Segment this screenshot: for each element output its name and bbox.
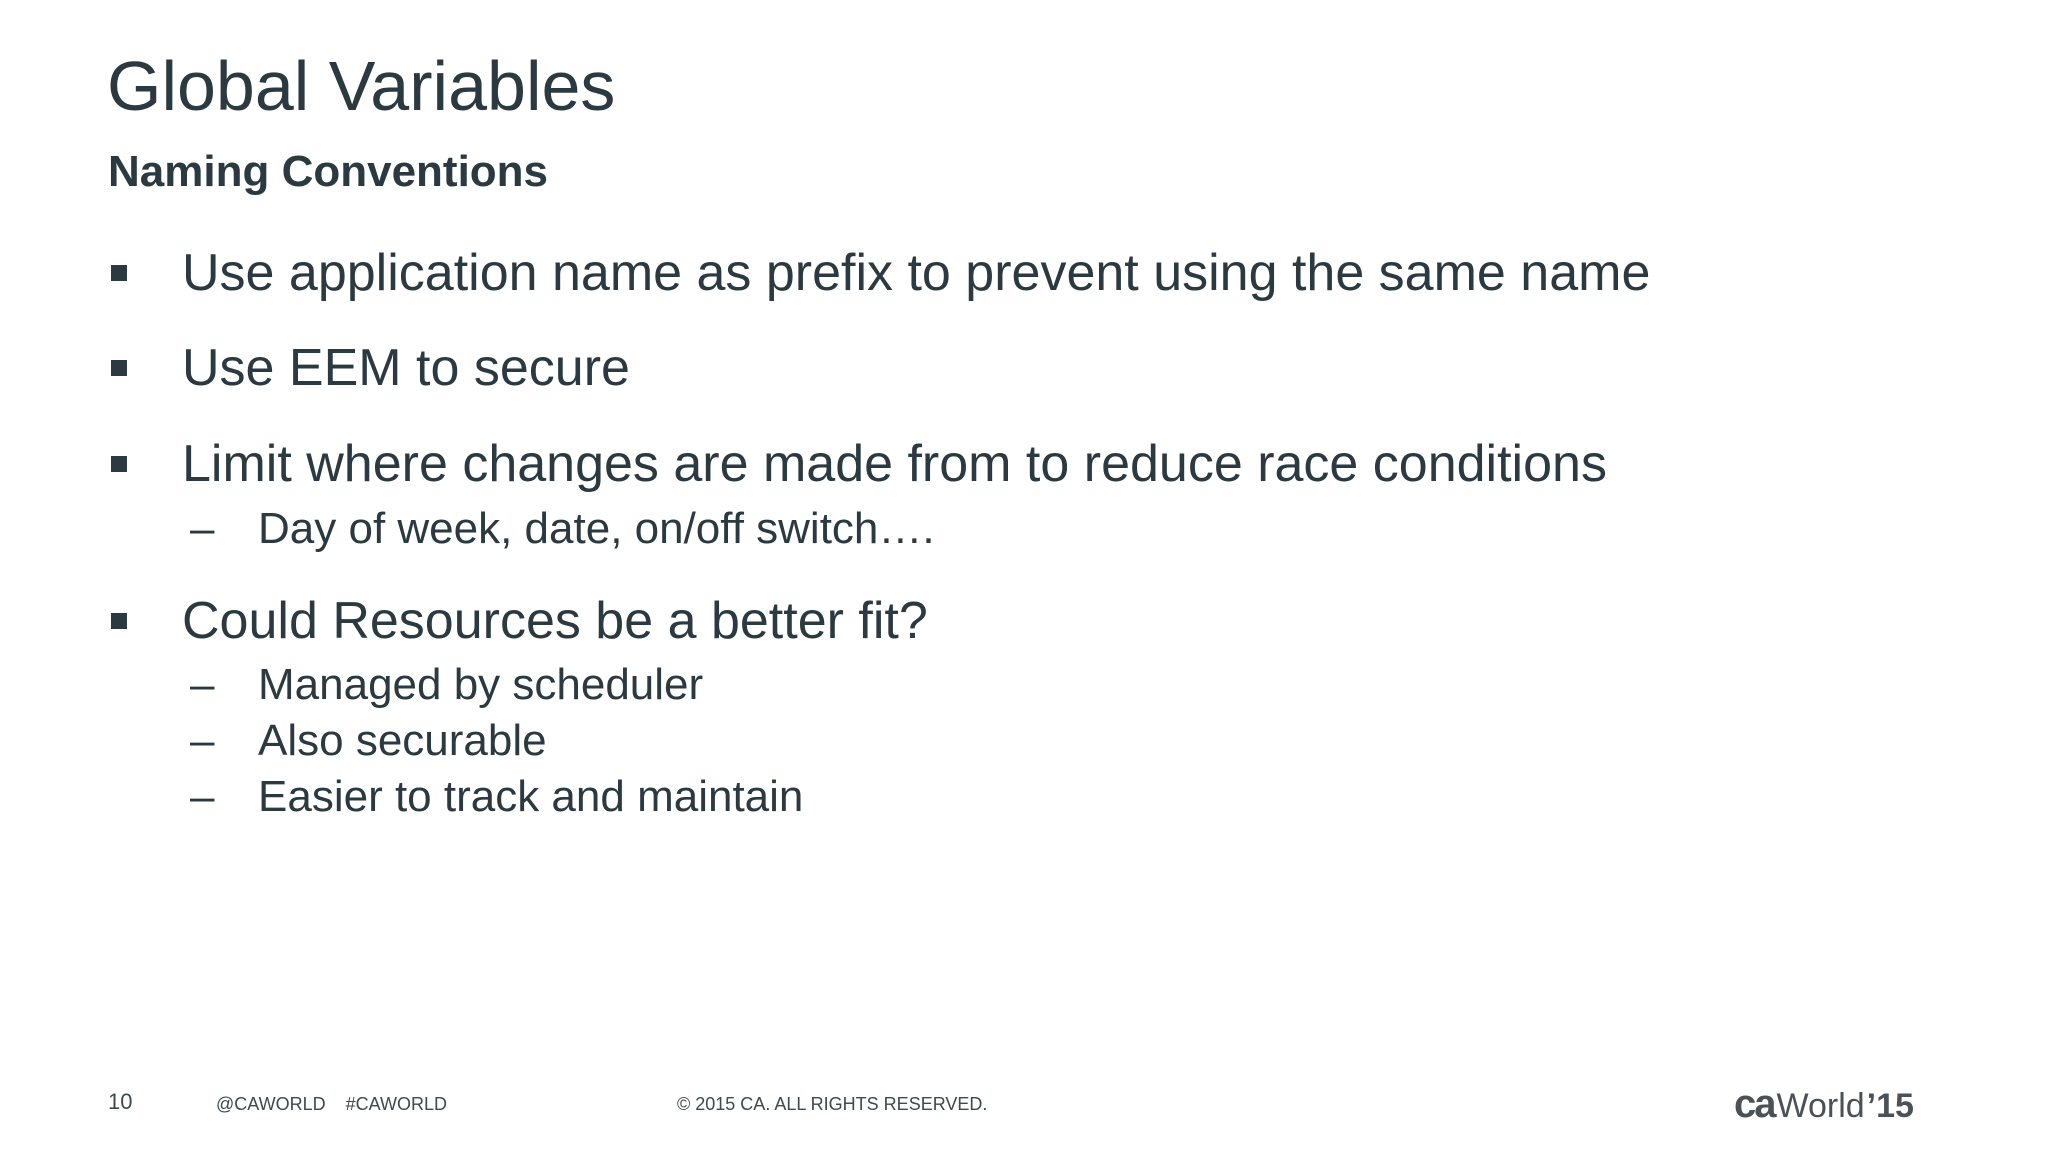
page-number: 10 bbox=[108, 1089, 133, 1114]
sub-bullet-text: Day of week, date, on/off switch…. bbox=[258, 504, 935, 553]
copyright-notice: © 2015 CA. ALL RIGHTS RESERVED. bbox=[677, 1094, 988, 1114]
sub-bullet-text: Also securable bbox=[258, 716, 547, 765]
logo-year: ’15 bbox=[1866, 1087, 1914, 1125]
bullet-text: Limit where changes are made from to reduce race conditions bbox=[182, 435, 1607, 493]
dash-bullet-icon: – bbox=[190, 504, 215, 553]
sub-bullet-text: Easier to track and maintain bbox=[258, 772, 804, 821]
square-bullet-icon bbox=[111, 360, 127, 376]
bullet-text: Could Resources be a better fit? bbox=[182, 592, 928, 650]
social-handles: @CAWORLD #CAWORLD bbox=[216, 1094, 447, 1114]
logo-world: World bbox=[1776, 1087, 1865, 1125]
ca-world-logo bbox=[1734, 1082, 1914, 1128]
square-bullet-icon bbox=[111, 265, 127, 281]
sub-bullet-text: Managed by scheduler bbox=[258, 660, 704, 709]
dash-bullet-icon: – bbox=[190, 660, 215, 709]
dash-bullet-icon: – bbox=[190, 716, 215, 765]
square-bullet-icon bbox=[111, 613, 127, 629]
dash-bullet-icon: – bbox=[190, 772, 215, 821]
slide-title: Global Variables bbox=[107, 47, 616, 125]
square-bullet-icon bbox=[111, 456, 127, 472]
logo-ca: ca bbox=[1734, 1082, 1775, 1126]
bullet-text: Use EEM to secure bbox=[182, 339, 630, 397]
slide-subtitle: Naming Conventions bbox=[108, 147, 549, 196]
bullet-text: Use application name as prefix to prevent using the same name bbox=[182, 244, 1651, 302]
